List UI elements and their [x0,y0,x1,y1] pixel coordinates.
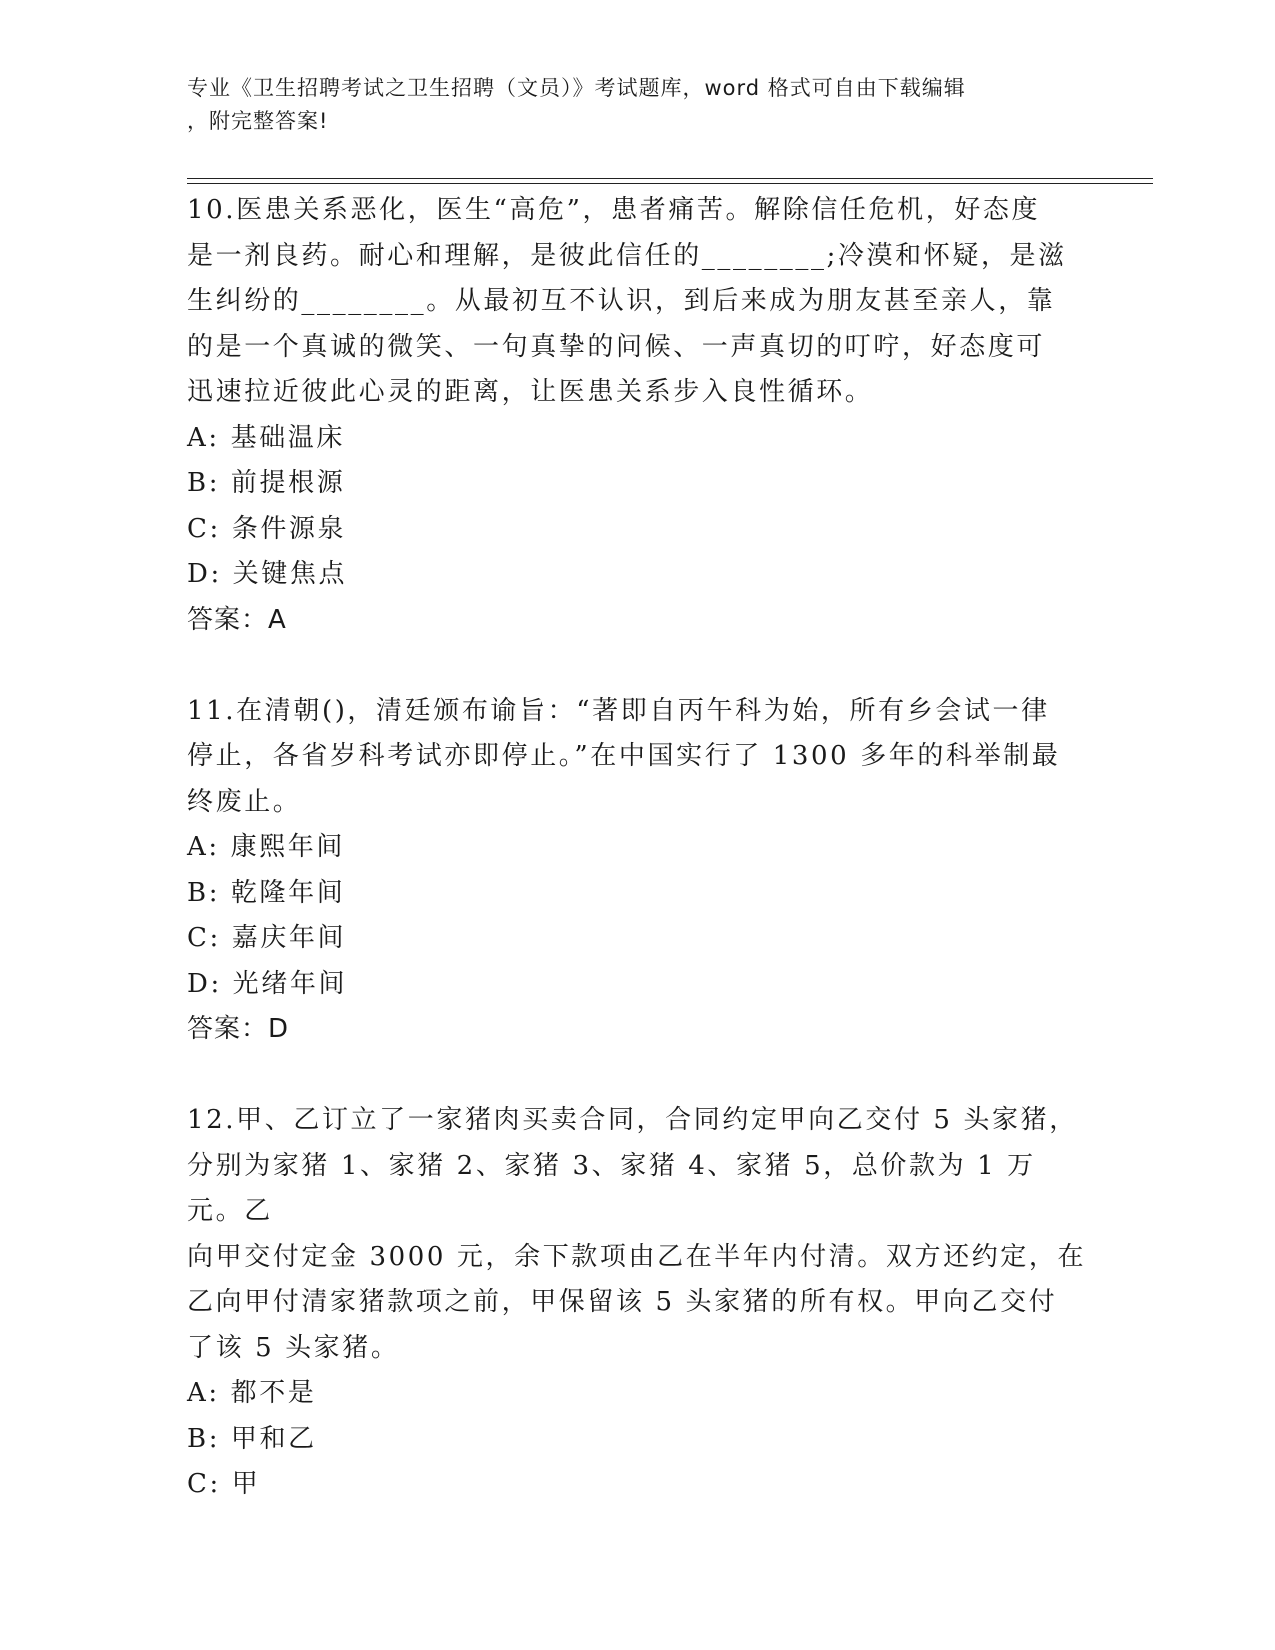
stem-line: 终废止。 [187,786,302,817]
option-d: D: 关键焦点 [187,559,348,589]
question-stem [187,1098,1087,1371]
option-d: D: 光绪年间 [187,968,348,999]
stem-line: 停止，各省岁科考试亦即停止。”在中国实行了 1300 多年的科举制最 [187,741,1061,771]
stem-line: 了该 5 头家猪。 [187,1332,400,1363]
question-stem [187,188,1087,416]
stem-line: 是一剂良药。耐心和理解，是彼此信任的________;冷漠和怀疑，是滋 [187,240,1067,271]
option-b: B: 前提根源 [187,468,346,498]
question-10 [187,188,1087,643]
header-divider-bottom [187,183,1153,184]
stem-line: 迅速拉近彼此心灵的距离，让医患关系步入良性循环。 [187,377,874,407]
option-c: C: 条件源泉 [187,513,347,544]
stem-line: 乙向甲付清家猪款项之前，甲保留该 5 头家猪的所有权。甲向乙交付 [187,1287,1058,1317]
stem-line: 12.甲、乙订立了一家猪肉买卖合同，合同约定甲向乙交付 5 头家猪， [187,1105,1078,1135]
stem-line: 10.医患关系恶化，医生“高危”，患者痛苦。解除信任危机，好态度 [187,195,1041,225]
option-a: A: 康熙年间 [187,832,346,862]
spacer [187,643,1087,689]
document-header [187,72,1067,138]
spacer [187,1053,1087,1099]
answer: 答案：D [187,1014,290,1044]
header-line-2: ，附完整答案! [187,109,329,133]
option-b: B: 乾隆年间 [187,877,346,908]
option-c: C: 嘉庆年间 [187,923,347,953]
header-divider-top [187,178,1153,179]
question-stem [187,689,1087,826]
question-12 [187,1098,1087,1508]
stem-line: 生纠纷的________。从最初互不认识，到后来成为朋友甚至亲人，靠 [187,286,1056,316]
question-11 [187,689,1087,1053]
stem-line: 分别为家猪 1、家猪 2、家猪 3、家猪 4、家猪 5，总价款为 1 万元。乙 [187,1150,1036,1226]
answer: 答案：A [187,604,287,635]
stem-line: 向甲交付定金 3000 元，余下款项由乙在半年内付清。双方还约定，在 [187,1241,1087,1272]
stem-line: 的是一个真诚的微笑、一句真挚的问候、一声真切的叮咛，好态度可 [187,331,1046,362]
option-c: C: 甲 [187,1469,261,1499]
option-a: A: 都不是 [187,1378,317,1408]
stem-line: 11.在清朝()，清廷颁布谕旨：“著即自丙午科为始，所有乡会试一律 [187,695,1050,726]
option-b: B: 甲和乙 [187,1423,317,1454]
option-a: A: 基础温床 [187,422,346,453]
question-list [187,188,1087,1508]
header-line-1: 专业《卫生招聘考试之卫生招聘（文员）》考试题库，word 格式可自由下载编辑 [187,76,966,100]
